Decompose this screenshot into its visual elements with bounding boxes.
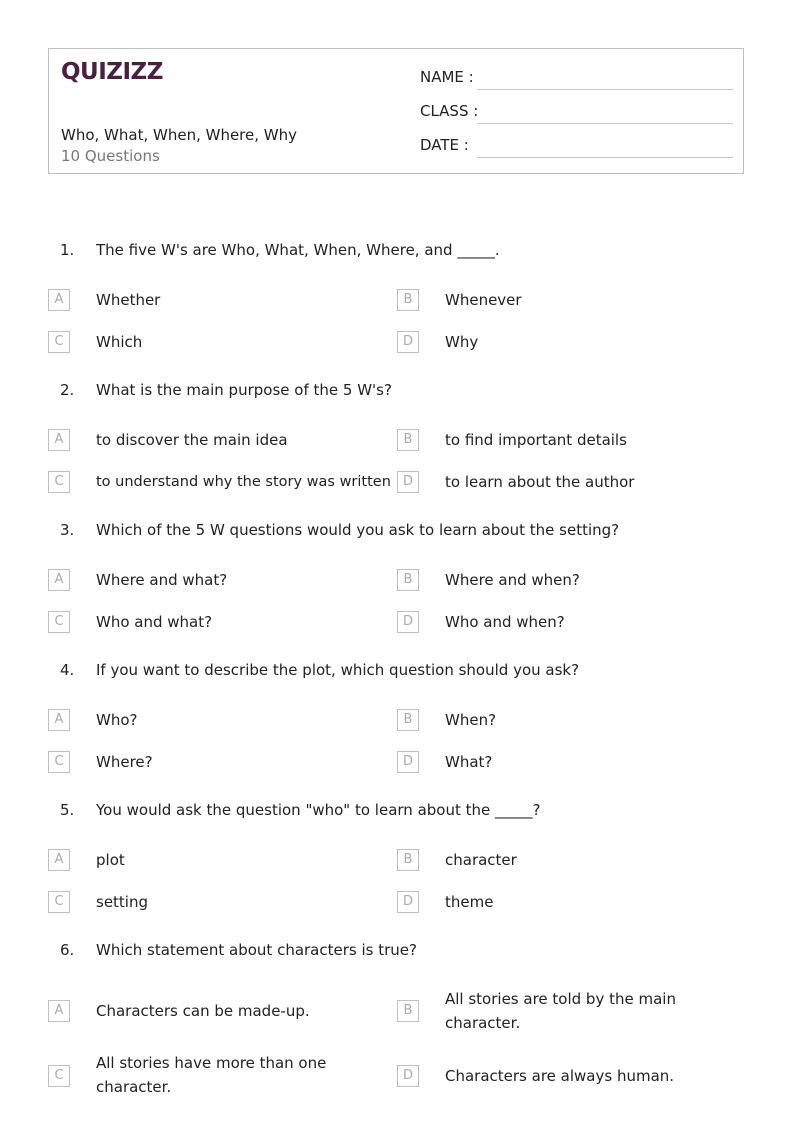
option-a-text: Whether [96, 291, 161, 309]
option-d-text: Characters are always human. [445, 1067, 675, 1085]
name-field[interactable] [420, 68, 733, 90]
option-c-text: Who and what? [96, 613, 213, 631]
option-d-text: What? [445, 753, 493, 771]
name-line[interactable] [477, 89, 733, 90]
class-field[interactable] [420, 102, 733, 124]
option-d-box[interactable]: D [397, 471, 419, 493]
option-a-text: plot [96, 851, 125, 869]
option-d-box[interactable]: D [397, 891, 419, 913]
option-b-text: Where and when? [445, 571, 580, 589]
question-text: What is the main purpose of the 5 W's? [96, 381, 392, 399]
option-b-box[interactable]: B [397, 709, 419, 731]
class-line[interactable] [477, 123, 733, 124]
option-b-box[interactable]: B [397, 569, 419, 591]
class-label: CLASS : [420, 102, 479, 120]
option-c-box[interactable]: C [48, 611, 70, 633]
quizizz-logo: QUIZIZZ [61, 59, 163, 85]
option-d-text: Who and when? [445, 613, 565, 631]
name-label: NAME : [420, 68, 474, 86]
worksheet-header [48, 48, 744, 174]
option-d-box[interactable]: D [397, 331, 419, 353]
option-c-box[interactable]: C [48, 751, 70, 773]
question-text: Which statement about characters is true? [96, 941, 417, 959]
question-text: If you want to describe the plot, which question should you ask? [96, 661, 580, 679]
question-count: 10 Questions [61, 147, 160, 165]
option-d-box[interactable]: D [397, 1065, 419, 1087]
option-a-box[interactable]: A [48, 849, 70, 871]
option-c-text: All stories have more than one character. [96, 1054, 327, 1096]
option-b-box[interactable]: B [397, 289, 419, 311]
option-d-text: Why [445, 333, 479, 351]
option-c-box[interactable]: C [48, 1065, 70, 1087]
option-c-box[interactable]: C [48, 891, 70, 913]
option-a-text: Characters can be made-up. [96, 1002, 310, 1020]
question-text: You would ask the question "who" to learn about the _____? [96, 801, 541, 819]
option-b-text: Whenever [445, 291, 522, 309]
question-number: 5. [60, 801, 75, 819]
option-b-box[interactable]: B [397, 429, 419, 451]
option-b-text: character [445, 851, 517, 869]
option-b-box[interactable]: B [397, 1000, 419, 1022]
question-number: 1. [60, 241, 75, 259]
date-label: DATE : [420, 136, 469, 154]
option-a-box[interactable]: A [48, 569, 70, 591]
question-text: The five W's are Who, What, When, Where, and _____. [96, 241, 500, 259]
option-c-text: Which [96, 333, 143, 351]
date-field[interactable] [420, 136, 733, 158]
option-c-text: Where? [96, 753, 153, 771]
option-a-box[interactable]: A [48, 289, 70, 311]
option-a-box[interactable]: A [48, 429, 70, 451]
option-d-text: theme [445, 893, 494, 911]
option-d-box[interactable]: D [397, 611, 419, 633]
question-number: 3. [60, 521, 75, 539]
option-b-text: When? [445, 711, 497, 729]
option-d-box[interactable]: D [397, 751, 419, 773]
option-b-text: All stories are told by the main character. [445, 990, 676, 1032]
option-b-box[interactable]: B [397, 849, 419, 871]
option-a-text: to discover the main idea [96, 431, 288, 449]
option-d-text: to learn about the author [445, 473, 635, 491]
question-text: Which of the 5 W questions would you ask to learn about the setting? [96, 521, 620, 539]
date-line[interactable] [477, 157, 733, 158]
question-number: 2. [60, 381, 75, 399]
option-a-text: Where and what? [96, 571, 228, 589]
worksheet-title: Who, What, When, Where, Why [61, 126, 297, 144]
question-number: 4. [60, 661, 75, 679]
question-number: 6. [60, 941, 75, 959]
option-c-box[interactable]: C [48, 471, 70, 493]
option-c-box[interactable]: C [48, 331, 70, 353]
option-b-text: to find important details [445, 431, 627, 449]
option-c-text: to understand why the story was written [96, 474, 391, 490]
option-c-text: setting [96, 893, 149, 911]
option-a-box[interactable]: A [48, 709, 70, 731]
option-a-box[interactable]: A [48, 1000, 70, 1022]
option-a-text: Who? [96, 711, 138, 729]
